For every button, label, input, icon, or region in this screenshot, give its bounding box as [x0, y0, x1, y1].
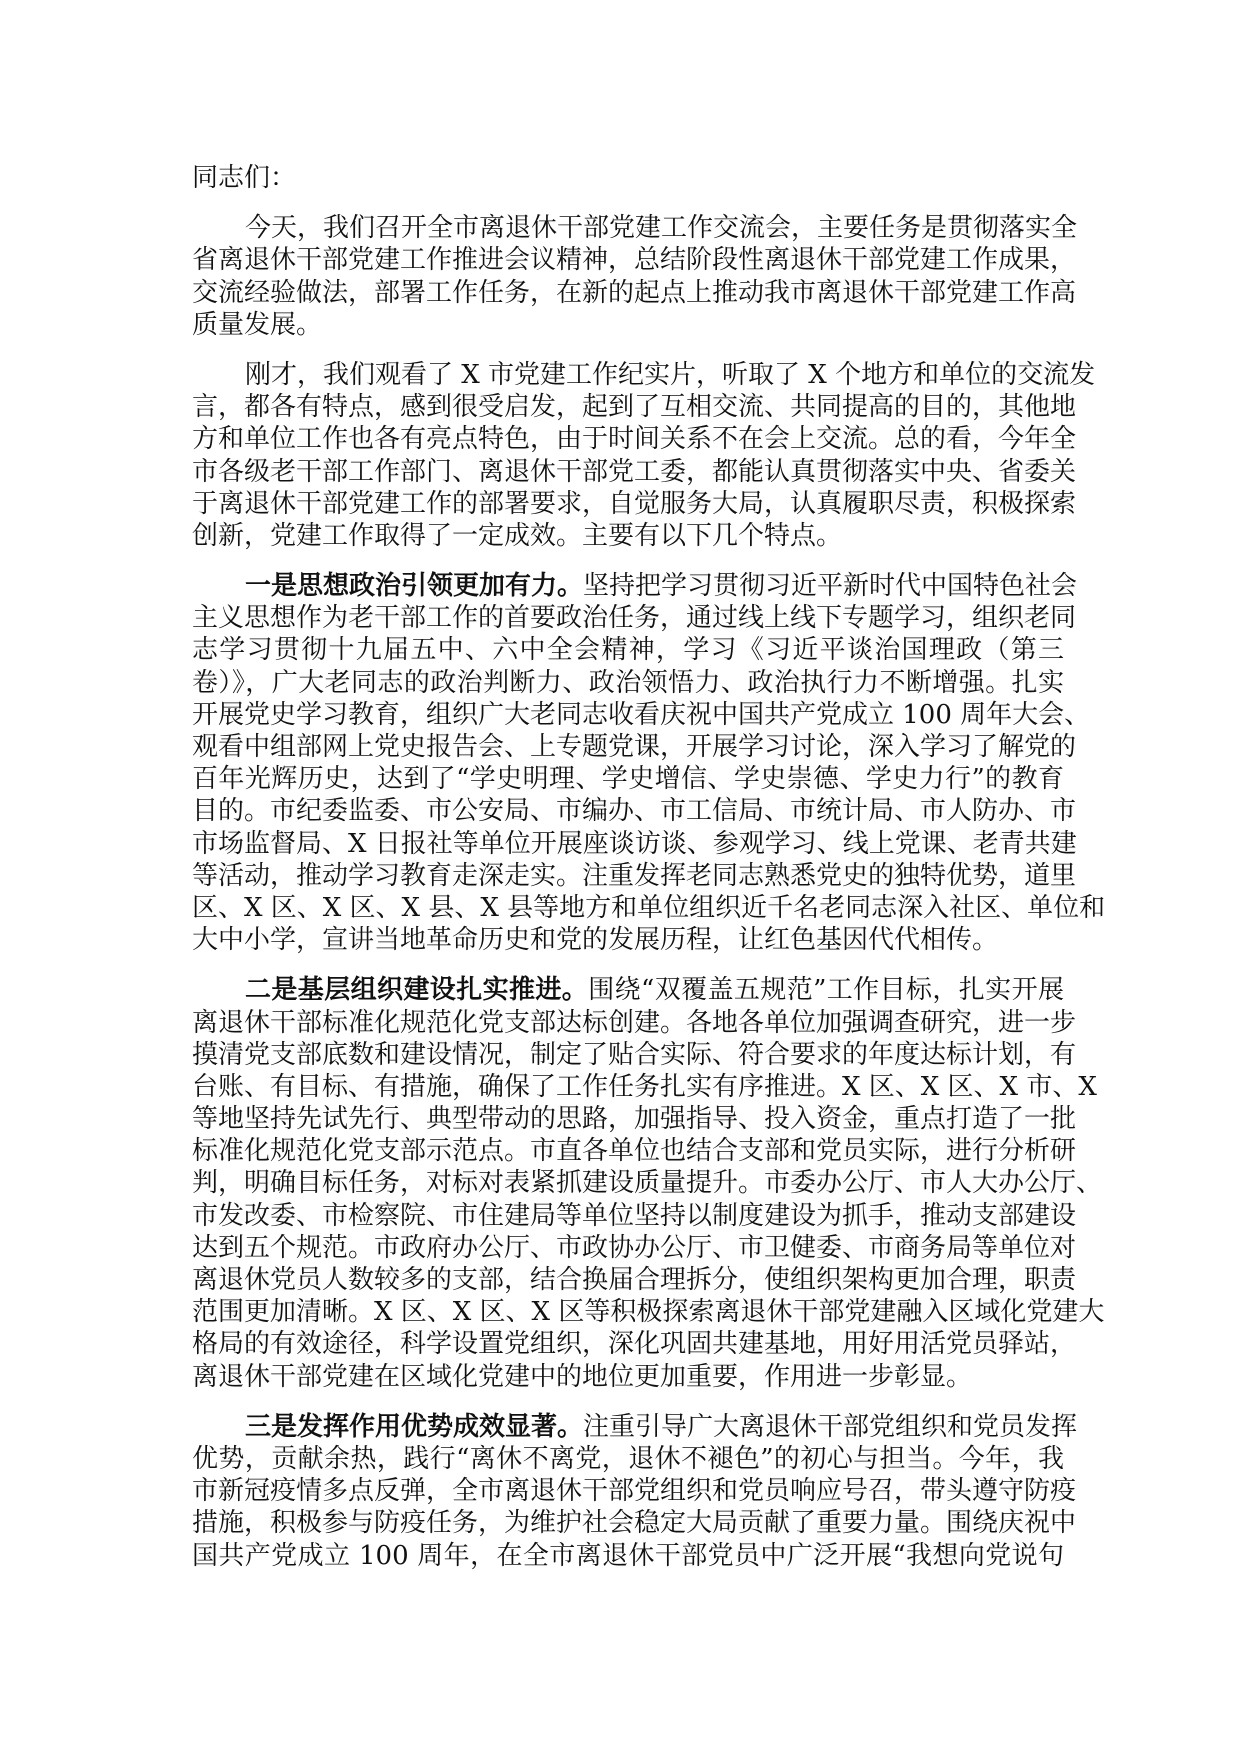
text-line: [192, 1475, 1077, 1507]
text-line: [192, 162, 1064, 194]
line-text: 坚持把学习贯彻习近平新时代中国特色社会: [583, 571, 1078, 602]
text-line: [192, 828, 1077, 860]
text-line: [192, 1296, 1105, 1328]
line-text: 达到五个规范。市政府办公厅、市政协办公厅、市卫健委、市商务局等单位对: [192, 1232, 1077, 1263]
text-line: [192, 1200, 1077, 1232]
line-text: 百年光辉历史，达到了“学史明理、学史增信、学史崇德、学史力行”的教育: [192, 764, 1064, 795]
line-text: 离退休干部标准化规范化党支部达标创建。各地各单位加强调查研究，进一步: [192, 1007, 1077, 1038]
line-text: 措施，积极参与防疫任务，为维护社会稳定大局贡献了重要力量。围绕庆祝中: [192, 1508, 1077, 1539]
text-line: [192, 763, 1064, 795]
section-heading: 二是基层组织建设扎实推进。: [245, 975, 589, 1006]
text-line: [192, 1540, 1064, 1572]
line-text: 交流经验做法，部署工作任务，在新的起点上推动我市离退休干部党建工作高: [192, 277, 1077, 308]
line-text: 国共产党成立 100 周年，在全市离退休干部党员中广泛开展“我想向党说句: [192, 1540, 1064, 1571]
text-line: [192, 860, 1077, 892]
line-text: 开展党史学习教育，组织广大老同志收看庆祝中国共产党成立 100 周年大会、: [192, 699, 1091, 730]
document-page: [192, 162, 1106, 1572]
line-text: 市各级老干部工作部门、离退休干部党工委，都能认真贯彻落实中央、省委关: [192, 456, 1077, 487]
line-text: 观看中组部网上党史报告会、上专题党课，开展学习讨论，深入学习了解党的: [192, 732, 1077, 762]
line-text: 范围更加清晰。X 区、X 区、X 区等积极探索离退休干部党建融入区域化党建大: [192, 1297, 1105, 1328]
line-text: 省离退休干部党建工作推进会议精神，总结阶段性离退休干部党建工作成果，: [192, 245, 1077, 276]
paragraph: [192, 359, 1096, 552]
line-text: 市新冠疫情多点反弹，全市离退休干部党组织和党员响应号召，带头遵守防疫: [192, 1476, 1077, 1507]
text-line: [192, 212, 1078, 244]
text-line: [192, 1167, 1103, 1199]
line-text: 目的。市纪委监委、市公安局、市编办、市工信局、市统计局、市人防办、市: [192, 796, 1077, 827]
line-text: 于离退休干部党建工作的部署要求，自觉服务大局，认真履职尽责，积极探索: [192, 488, 1077, 519]
text-line: [192, 488, 1077, 520]
text-line: [192, 1328, 1077, 1360]
paragraph: [192, 570, 1106, 956]
line-text: 摸清党支部底数和建设情况，制定了贴合实际、符合要求的年度达标计划，有: [192, 1039, 1077, 1070]
text-line: [192, 423, 1077, 455]
line-text: 市发改委、市检察院、市住建局等单位坚持以制度建设为抓手，推动支部建设: [192, 1200, 1077, 1231]
text-line: [192, 244, 1077, 276]
section-heading: 三是发挥作用优势成效显著。: [245, 1411, 584, 1442]
paragraph: [192, 212, 1078, 341]
line-text: 卷）》，广大老同志的政治判断力、政治领悟力、政治执行力不断增强。扎实: [192, 667, 1064, 698]
text-line: [192, 277, 1077, 309]
text-line: [192, 1103, 1077, 1135]
line-text: 台账、有目标、有措施，确保了工作任务扎实有序推进。X 区、X 区、X 市、X: [192, 1071, 1097, 1102]
text-line: [192, 1007, 1077, 1039]
line-text: 围绕“双覆盖五规范”工作目标，扎实开展: [588, 975, 1064, 1006]
line-text: 主义思想作为老干部工作的首要政治任务，通过线上线下专题学习，组织老同: [192, 603, 1077, 634]
text-line: [192, 570, 1078, 602]
text-line: [192, 924, 1064, 956]
text-line: [192, 309, 1064, 341]
line-text: 大中小学，宣讲当地革命历史和党的发展历程，让红色基因代代相传。: [192, 925, 999, 956]
paragraph: [192, 1411, 1078, 1572]
text-line: [192, 974, 1064, 1006]
line-text: 市场监督局、X 日报社等单位开展座谈访谈、参观学习、线上党课、老青共建: [192, 828, 1077, 859]
line-text: 等地坚持先试先行、典型带动的思路，加强指导、投入资金，重点打造了一批: [192, 1104, 1077, 1135]
line-text: 同志们：: [192, 163, 297, 193]
line-text: 志学习贯彻十九届五中、六中全会精神，学习《习近平谈治国理政（第三: [192, 635, 1064, 666]
text-line: [192, 456, 1077, 488]
text-line: [192, 602, 1077, 634]
line-text: 言，都各有特点，感到很受启发，起到了互相交流、共同提高的目的，其他地: [192, 392, 1077, 423]
line-text: 方和单位工作也各有亮点特色，由于时间关系不在会上交流。总的看，今年全: [192, 424, 1077, 455]
text-line: [192, 1039, 1077, 1071]
text-line: [192, 1507, 1077, 1539]
text-line: [192, 1071, 1097, 1103]
text-line: [192, 1361, 1064, 1393]
section-heading: 一是思想政治引领更加有力。: [245, 571, 584, 602]
line-text: 离退休干部党建在区域化党建中的地位更加重要，作用进一步彰显。: [192, 1361, 973, 1392]
line-text: 质量发展。: [192, 309, 323, 340]
text-line: [192, 1443, 1064, 1475]
line-text: 格局的有效途径，科学设置党组织，深化巩固共建基地，用好用活党员驿站，: [192, 1329, 1077, 1360]
text-line: [192, 667, 1064, 699]
line-text: 离退休党员人数较多的支部，结合换届合理拆分，使组织架构更加合理，职责: [192, 1265, 1077, 1295]
text-line: [192, 634, 1064, 666]
line-text: 标准化规范化党支部示范点。市直各单位也结合支部和党员实际，进行分析研: [192, 1136, 1077, 1167]
text-line: [192, 795, 1077, 827]
line-text: 注重引导广大离退休干部党组织和党员发挥: [583, 1411, 1078, 1442]
text-line: [192, 1264, 1077, 1296]
line-text: 今天，我们召开全市离退休干部党建工作交流会，主要任务是贯彻落实全: [245, 213, 1078, 244]
salutation: [192, 162, 1064, 194]
line-text: 区、X 区、X 区、X 县、X 县等地方和单位组织近千名老同志深入社区、单位和: [192, 892, 1106, 923]
text-line: [192, 699, 1091, 731]
line-text: 判，明确目标任务，对标对表紧抓建设质量提升。市委办公厅、市人大办公厅、: [192, 1168, 1103, 1199]
text-line: [192, 520, 1064, 552]
text-line: [192, 391, 1077, 423]
line-text: 创新，党建工作取得了一定成效。主要有以下几个特点。: [192, 520, 843, 551]
text-line: [192, 892, 1106, 924]
text-line: [192, 359, 1096, 391]
line-text: 优势，贡献余热，践行“离休不离党，退休不褪色”的初心与担当。今年，我: [192, 1443, 1064, 1474]
paragraph: [192, 974, 1105, 1392]
text-line: [192, 731, 1077, 763]
line-text: 等活动，推动学习教育走深走实。注重发挥老同志熟悉党史的独特优势，道里: [192, 860, 1077, 891]
text-line: [192, 1135, 1077, 1167]
text-line: [192, 1232, 1077, 1264]
line-text: 刚才，我们观看了 X 市党建工作纪实片，听取了 X 个地方和单位的交流发: [245, 359, 1096, 390]
text-line: [192, 1411, 1078, 1443]
